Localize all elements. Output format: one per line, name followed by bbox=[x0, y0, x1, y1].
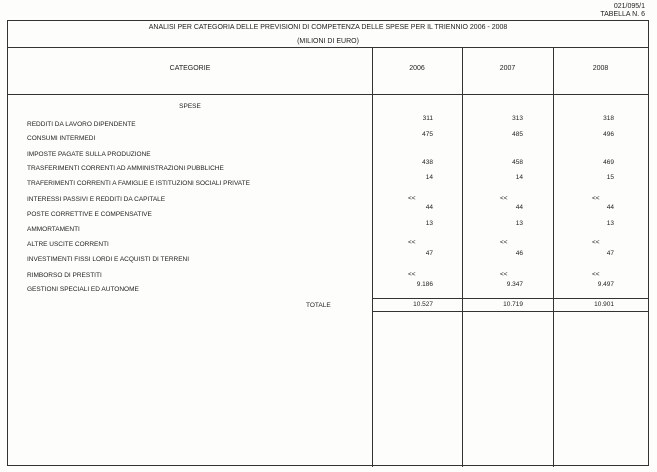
row-label: INTERESSI PASSIVI E REDDITI DA CAPITALE bbox=[27, 196, 166, 203]
row-label: IMPOSTE PAGATE SULLA PRODUZIONE bbox=[27, 151, 151, 158]
total-top-rule bbox=[372, 298, 648, 299]
row-label: INVESTIMENTI FISSI LORDI E ACQUISTI DI TERRENI bbox=[27, 256, 190, 263]
header-divider bbox=[8, 94, 648, 95]
row-label: AMMORTAMENTI bbox=[27, 226, 80, 233]
row-value: << bbox=[408, 195, 416, 202]
total-label: TOTALE bbox=[306, 302, 331, 309]
total-2007: 10.719 bbox=[503, 301, 523, 308]
row-label: CONSUMI INTERMEDI bbox=[27, 135, 96, 142]
row-value: 475 bbox=[422, 131, 433, 138]
row-value: 9.497 bbox=[597, 281, 614, 288]
row-value: 44 bbox=[606, 204, 614, 211]
row-value: 469 bbox=[603, 159, 614, 166]
row-value: 9.186 bbox=[416, 281, 433, 288]
row-value: << bbox=[500, 239, 508, 246]
row-value: 14 bbox=[425, 174, 433, 181]
table-title: ANALISI PER CATEGORIA DELLE PREVISIONI DI COMPETENZA DELLE SPESE PER IL TRIENNIO 2006 - 2008 bbox=[148, 24, 508, 31]
document-code bbox=[600, 3, 645, 19]
row-value: 313 bbox=[512, 115, 523, 122]
row-value: << bbox=[500, 195, 508, 202]
document-id: 021/095/1 bbox=[613, 3, 645, 10]
row-label: REDDITI DA LAVORO DIPENDENTE bbox=[27, 121, 136, 128]
column-divider-1 bbox=[372, 47, 373, 467]
row-value: 496 bbox=[603, 131, 614, 138]
row-value: 47 bbox=[425, 250, 433, 257]
column-divider-3 bbox=[553, 47, 554, 467]
row-value: 46 bbox=[515, 250, 523, 257]
row-value: << bbox=[408, 271, 416, 278]
total-2006: 10.527 bbox=[413, 301, 433, 308]
total-2008: 10.901 bbox=[594, 301, 614, 308]
budget-table bbox=[7, 20, 649, 466]
row-label: POSTE CORRETTIVE E COMPENSATIVE bbox=[27, 211, 152, 218]
row-label: GESTIONI SPECIALI ED AUTONOME bbox=[27, 286, 139, 293]
row-value: 311 bbox=[422, 115, 433, 122]
row-value: 13 bbox=[606, 220, 614, 227]
row-value: 318 bbox=[603, 115, 614, 122]
row-value: 13 bbox=[515, 220, 523, 227]
row-label: RIMBORSO DI PRESTITI bbox=[27, 272, 102, 279]
header-year-2008: 2008 bbox=[592, 65, 609, 72]
row-value: 47 bbox=[606, 250, 614, 257]
row-value: 438 bbox=[422, 159, 433, 166]
section-label-spese: SPESE bbox=[179, 103, 201, 110]
row-value: 458 bbox=[512, 159, 523, 166]
header-year-2006: 2006 bbox=[409, 65, 425, 72]
total-bottom-rule bbox=[372, 311, 648, 312]
row-value: << bbox=[592, 271, 600, 278]
row-label: ALTRE USCITE CORRENTI bbox=[27, 241, 109, 248]
row-label: TRAFERIMENTI CORRENTI A FAMIGLIE E ISTITUZIONI SOCIALI PRIVATE bbox=[27, 180, 250, 187]
row-value: 44 bbox=[515, 204, 523, 211]
table-subtitle: (MILIONI DI EURO) bbox=[297, 38, 359, 45]
row-value: << bbox=[592, 195, 600, 202]
row-value: 14 bbox=[515, 174, 523, 181]
row-value: 9.347 bbox=[506, 281, 523, 288]
header-categorie: CATEGORIE bbox=[169, 65, 211, 72]
row-value: 44 bbox=[425, 204, 433, 211]
row-value: << bbox=[408, 239, 416, 246]
row-value: 13 bbox=[425, 220, 433, 227]
table-number: TABELLA N. 6 bbox=[600, 11, 645, 18]
column-divider-2 bbox=[462, 47, 463, 467]
row-value: << bbox=[500, 271, 508, 278]
row-value: 15 bbox=[606, 174, 614, 181]
row-value: << bbox=[592, 239, 600, 246]
title-divider bbox=[8, 47, 648, 48]
row-value: 485 bbox=[512, 131, 523, 138]
row-label: TRASFERIMENTI CORRENTI AD AMMINISTRAZIONI PUBBLICHE bbox=[27, 165, 224, 172]
header-year-2007: 2007 bbox=[499, 65, 516, 72]
